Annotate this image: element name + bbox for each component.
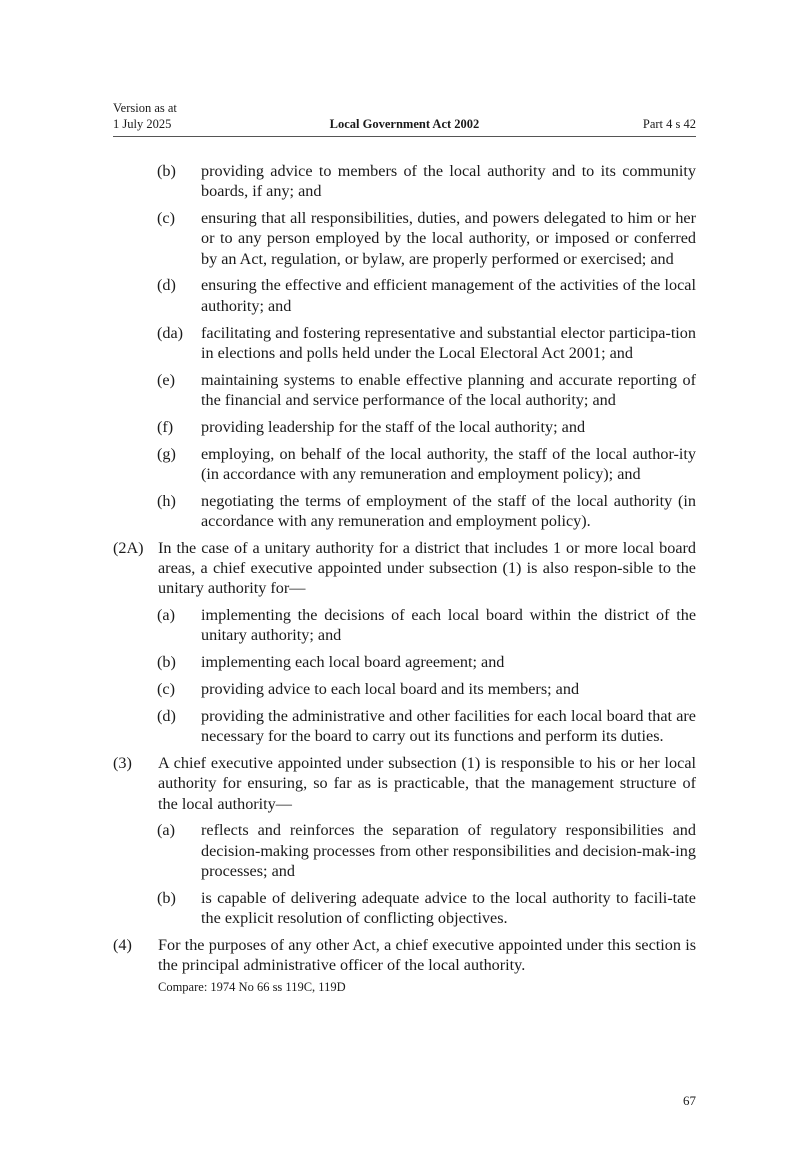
page-number: 67 xyxy=(683,1093,696,1108)
paragraph-text: implementing each local board agreement; and xyxy=(201,653,505,672)
paragraph-text: maintaining systems to enable effective planning and accurate reporting of the financial and service performance of the local authority; and xyxy=(201,370,696,409)
paragraph-text: facilitating and fostering representative and substantial elector participa-tion in elections and polls held under the Local Electoral Act 2001; and xyxy=(201,323,696,362)
paragraph-3-a xyxy=(113,820,696,881)
paragraph-text: employing, on behalf of the local authority, the staff of the local author-ity (in accordance with any remuneration and employment policy); and xyxy=(201,444,696,483)
subsection-text: In the case of a unitary authority for a district that includes 1 or more local board areas, a chief executive appointed under subsection (1) is also respon-sible to the unitary authority for— xyxy=(158,538,696,598)
paragraph-h xyxy=(113,491,696,532)
paragraph-text: providing advice to each local board and its members; and xyxy=(201,680,580,699)
subsection-text: For the purposes of any other Act, a chief executive appointed under this section is the principal administrative officer of the local authority. xyxy=(158,935,696,975)
section-body xyxy=(113,161,696,995)
subsection-3 xyxy=(113,753,696,814)
compare-note: Compare: 1974 No 66 ss 119C, 119D xyxy=(158,979,346,994)
paragraph-da xyxy=(113,323,696,364)
paragraph-text: implementing the decisions of each local board within the district of the unitary authority; and xyxy=(201,606,696,645)
page-header xyxy=(113,100,696,132)
paragraph-2a-d xyxy=(113,706,696,747)
paragraph-text: reflects and reinforces the separation of regulatory responsibilities and decision-making processes from other responsibilities and decision-mak-ing processes; and xyxy=(201,821,696,880)
paragraph-label: (b) xyxy=(157,653,176,672)
paragraph-label: (e) xyxy=(157,370,175,389)
paragraph-2a-c xyxy=(113,679,696,699)
version-date: 1 July 2025 xyxy=(113,117,172,131)
subsection-label: (2A) xyxy=(113,538,144,557)
paragraph-b xyxy=(113,161,696,202)
paragraph-2a-b xyxy=(113,652,696,672)
paragraph-label: (g) xyxy=(157,444,176,463)
version-label: Version as at xyxy=(113,101,177,115)
paragraph-f xyxy=(113,417,696,437)
subsection-label: (3) xyxy=(113,753,132,772)
subsection-label: (4) xyxy=(113,935,132,954)
paragraph-c xyxy=(113,208,696,269)
subsection-text: A chief executive appointed under subsection (1) is responsible to his or her local authority for ensuring, so far as is practicable, that the management structure of the local authority— xyxy=(158,753,696,813)
paragraph-text: providing leadership for the staff of the local authority; and xyxy=(201,417,586,436)
paragraph-label: (c) xyxy=(157,680,175,699)
header-rule xyxy=(113,136,696,137)
paragraph-label: (d) xyxy=(157,276,176,295)
subsection-4 xyxy=(113,935,696,976)
paragraph-3-b xyxy=(113,888,696,929)
paragraph-label: (f) xyxy=(157,417,174,436)
paragraph-text: ensuring that all responsibilities, duties, and powers delegated to him or her or to any person employed by the local authority, or imposed or conferred by an Act, regulation, or bylaw, are properly performed or exercised; and xyxy=(201,209,696,268)
subsection-2a xyxy=(113,538,696,599)
paragraph-text: is capable of delivering adequate advice to the local authority to facili-tate the explicit resolution of conflicting objectives. xyxy=(201,888,696,927)
paragraph-text: negotiating the terms of employment of the staff of the local authority (in accordance with any remuneration and employment policy). xyxy=(201,491,696,530)
part-section-ref: Part 4 s 42 xyxy=(642,117,696,131)
paragraph-text: providing advice to members of the local authority and to its community boards, if any; and xyxy=(201,162,696,201)
paragraph-text: providing the administrative and other facilities for each local board that are necessary for the board to carry out its functions and perform its duties. xyxy=(201,706,696,746)
paragraph-label: (da) xyxy=(157,323,184,342)
paragraph-label: (c) xyxy=(157,209,175,228)
paragraph-label: (h) xyxy=(157,491,176,510)
paragraph-2a-a xyxy=(113,605,696,646)
paragraph-label: (d) xyxy=(157,706,176,725)
act-title: Local Government Act 2002 xyxy=(329,117,480,131)
paragraph-text: ensuring the effective and efficient management of the activities of the local authority; and xyxy=(201,276,696,315)
paragraph-g xyxy=(113,444,696,485)
paragraph-label: (b) xyxy=(157,162,176,180)
paragraph-label: (a) xyxy=(157,606,175,625)
paragraph-label: (b) xyxy=(157,888,176,907)
paragraph-label: (a) xyxy=(157,821,175,840)
paragraph-d xyxy=(113,275,696,316)
paragraph-e xyxy=(113,370,696,411)
